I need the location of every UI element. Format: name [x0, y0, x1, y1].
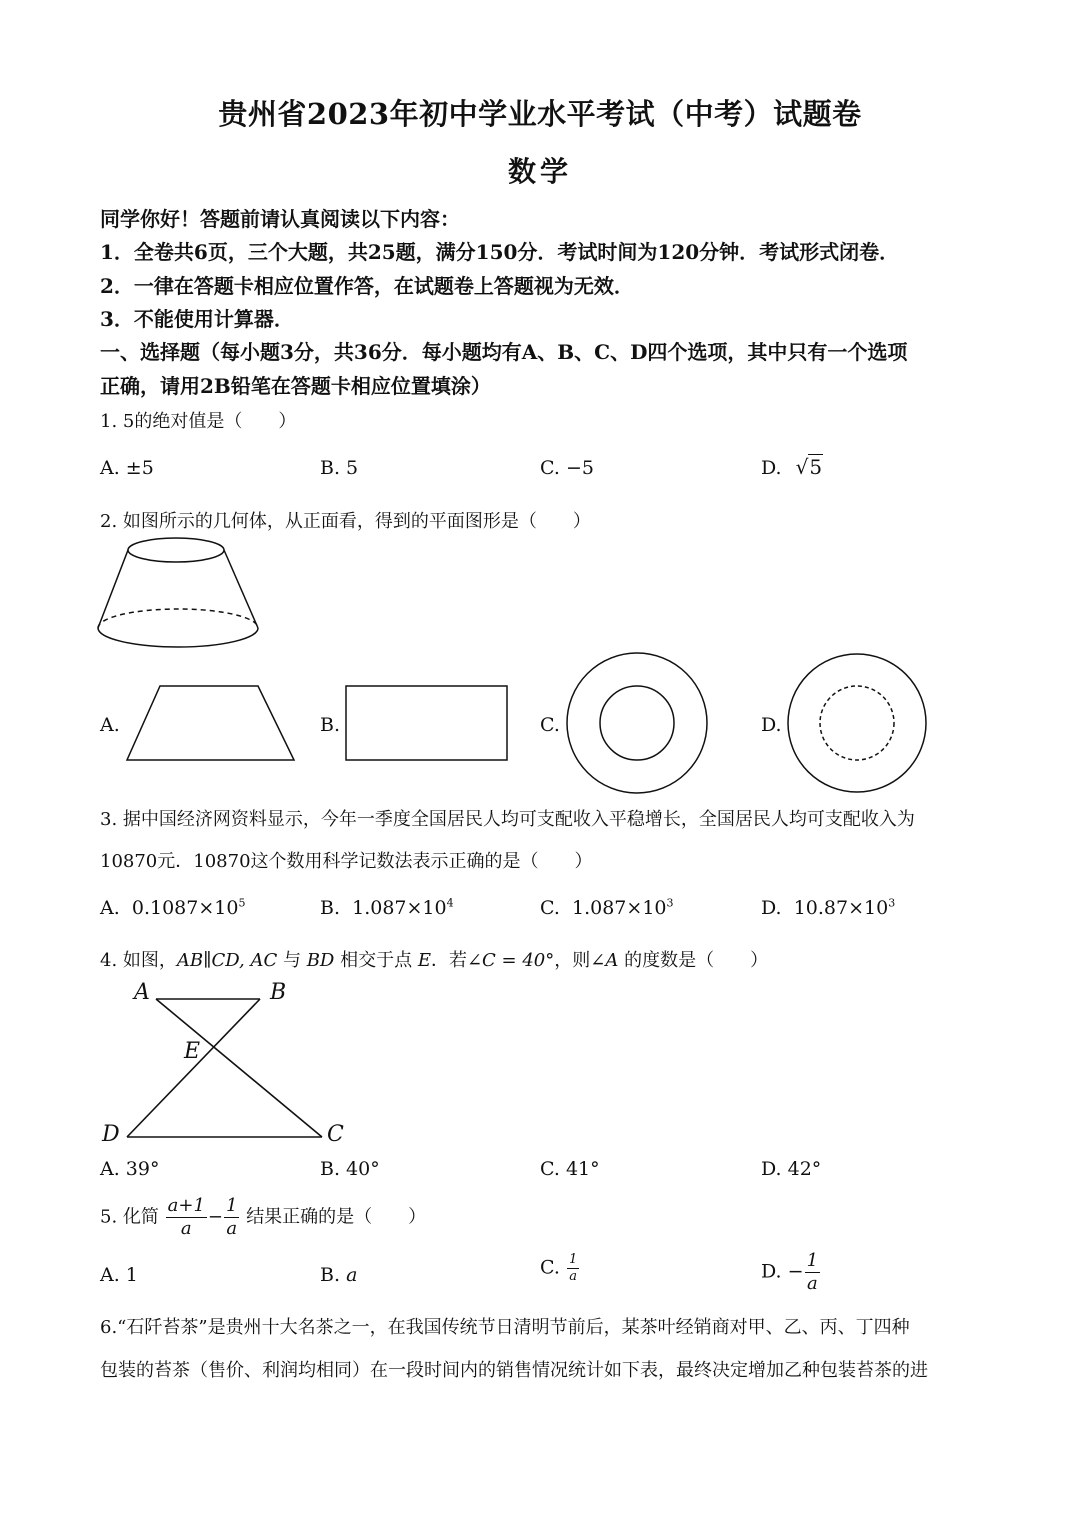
q5-fraction-1 [166, 1195, 207, 1240]
q3-option-b-exp: 4 [446, 896, 454, 910]
q3-option-d-label: D. [761, 897, 782, 919]
instructions-greeting: 同学你好！答题前请认真阅读以下内容： [100, 207, 460, 231]
q5-stem-prefix: 5. 化简 [100, 1206, 159, 1228]
instruction-item-3: 3．不能使用计算器． [100, 307, 294, 331]
q4-option-c: C. 41° [540, 1158, 600, 1180]
q5-option-a: A. 1 [100, 1264, 138, 1286]
question-3-stem-line2: 10870元．10870这个数用科学记数法表示正确的是（ ） [100, 851, 593, 872]
q2-option-c-label: C. [540, 714, 560, 736]
q5-stem-suffix: 结果正确的是（ ） [246, 1206, 427, 1228]
q1-option-c: C. −5 [540, 457, 594, 479]
q5-option-c-numerator: 1 [568, 1252, 578, 1267]
q5-option-d-fraction [805, 1250, 820, 1295]
q3-option-d [761, 897, 895, 919]
q2-option-a-label: A. [100, 714, 120, 736]
q5-option-c [540, 1252, 580, 1285]
q5-option-d-sign: − [787, 1260, 804, 1283]
exam-title: 贵州省2023年初中学业水平考试（中考）试题卷 [218, 97, 862, 131]
q3-option-c-exp: 3 [666, 896, 674, 910]
question-4-stem [100, 946, 768, 972]
q3-option-a-mantissa: 0.1087×10 [131, 897, 239, 919]
q3-option-c-label: C. [540, 897, 560, 919]
q4-label-c: C [327, 1122, 344, 1147]
q4-stem-mid1: 与 [277, 950, 307, 971]
q5-option-b [320, 1264, 357, 1286]
q3-option-a-exp: 5 [238, 896, 246, 910]
q4-stem-prefix: 4. 如图， [100, 950, 177, 971]
q4-label-e: E [184, 1039, 201, 1064]
q2-option-c-circles [567, 653, 707, 793]
question-3-stem-line1: 3. 据中国经济网资料显示，今年一季度全国居民人均可支配收入平稳增长，全国居民人均可支配收入为 [100, 809, 915, 830]
q3-option-b [320, 897, 454, 919]
q2-option-b-rectangle [346, 686, 507, 760]
q2-option-d-label: D. [761, 714, 782, 736]
q5-frac2-numerator: 1 [226, 1195, 238, 1216]
q5-option-b-label: B. [320, 1264, 341, 1286]
q4-stem-math-parallel: AB∥CD, AC [176, 950, 278, 971]
q4-stem-mid2: 相交于点 [334, 950, 418, 971]
q2-option-b-label: B. [320, 714, 341, 736]
q5-option-b-value: a [346, 1264, 358, 1286]
question-6-stem-line2: 包装的苔茶（售价、利润均相同）在一段时间内的销售情况统计如下表，最终决定增加乙种包装苔茶的进 [100, 1360, 928, 1381]
question-5-stem [100, 1195, 426, 1240]
q3-option-b-label: B. [320, 897, 341, 919]
q4-stem-math-e: E [417, 950, 431, 971]
q5-option-c-denominator: a [569, 1269, 577, 1284]
section-heading-line1: 一、选择题（每小题3分，共36分．每小题均有A、B、C、D四个选项，其中只有一个选项 [100, 340, 908, 364]
q5-minus: − [207, 1206, 223, 1228]
q1-option-b: B. 5 [320, 457, 359, 479]
q4-label-b: B [270, 980, 287, 1005]
q5-frac1-numerator: a+1 [167, 1195, 205, 1216]
q4-option-a: A. 39° [100, 1158, 160, 1180]
q4-option-b: B. 40° [320, 1158, 380, 1180]
q5-option-d [761, 1250, 821, 1295]
q3-option-d-mantissa: 10.87×10 [793, 897, 889, 919]
q5-option-d-denominator: a [806, 1273, 818, 1294]
q2-option-a-trapezoid [127, 686, 294, 760]
q4-stem-math-angle-c: ∠C = 40° [466, 950, 555, 971]
q3-option-a-label: A. [100, 897, 120, 919]
q5-option-d-label: D. [761, 1260, 782, 1283]
q4-option-d: D. 42° [761, 1158, 822, 1180]
q3-option-a [100, 897, 245, 919]
q3-option-c [540, 897, 674, 919]
q1-option-d-label: D. [761, 457, 782, 479]
q5-fraction-2 [224, 1195, 239, 1240]
instruction-item-1: 1．全卷共6页，三个大题，共25题，满分150分．考试时间为120分钟．考试形式闭卷． [100, 240, 900, 264]
q3-option-d-exp: 3 [888, 896, 896, 910]
question-2-stem: 2. 如图所示的几何体，从正面看，得到的平面图形是（ ） [100, 511, 591, 532]
q4-stem-suffix: 的度数是（ ） [618, 950, 769, 971]
sqrt-radicand: 5 [809, 455, 823, 479]
q3-option-b-mantissa: 1.087×10 [352, 897, 447, 919]
q4-figure [127, 999, 322, 1137]
question-6-stem-line1: 6.“石阡苔茶”是贵州十大名茶之一，在我国传统节日清明节前后，某茶叶经销商对甲、乙、丙、丁四种 [100, 1317, 910, 1338]
q3-option-c-mantissa: 1.087×10 [572, 897, 667, 919]
q4-stem-mid4: ，则 [554, 950, 591, 971]
q5-option-d-numerator: 1 [806, 1250, 819, 1271]
q4-label-a: A [134, 980, 150, 1005]
question-1-stem: 1. 5的绝对值是（ ） [100, 411, 297, 432]
instruction-item-2: 2．一律在答题卡相应位置作答，在试题卷上答题视为无效． [100, 274, 634, 298]
q2-option-d-circles [788, 654, 926, 792]
q5-frac1-denominator: a [180, 1218, 192, 1239]
q5-option-c-label: C. [540, 1256, 560, 1279]
q4-stem-math-bd: BD [306, 950, 335, 971]
q4-label-d: D [102, 1122, 120, 1147]
subject-title: 数学 [507, 155, 572, 188]
q4-stem-math-angle-a: ∠A [590, 950, 619, 971]
q5-option-c-fraction [567, 1252, 579, 1285]
q4-stem-mid3: ．若 [430, 950, 467, 971]
q1-option-a: A. ±5 [100, 457, 154, 479]
q5-frac2-denominator: a [226, 1218, 238, 1239]
sqrt-expression: √5 [795, 455, 823, 479]
section-heading-line2: 正确，请用2B铅笔在答题卡相应位置填涂） [100, 374, 491, 398]
frustum-figure [98, 538, 258, 647]
